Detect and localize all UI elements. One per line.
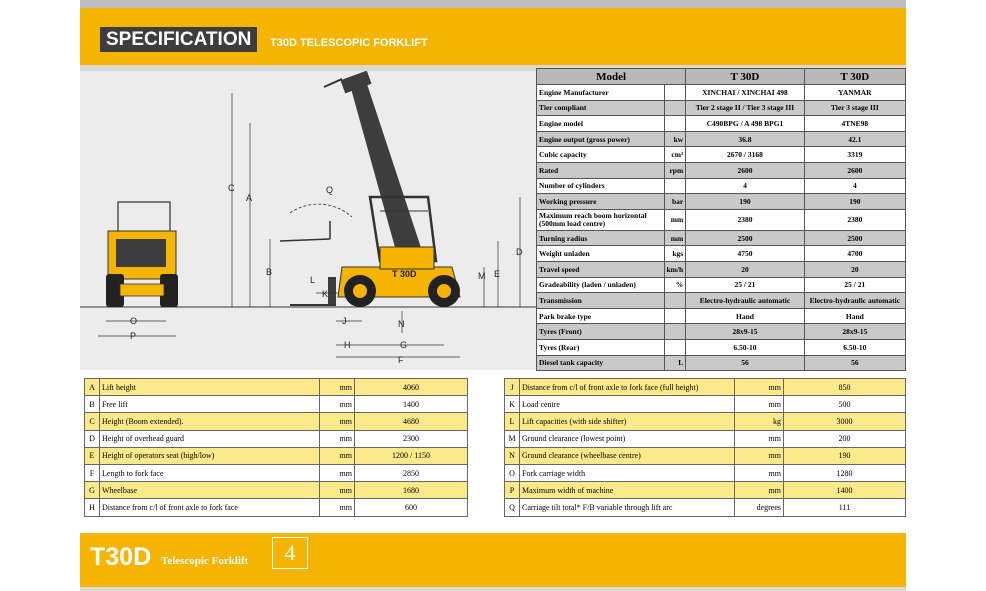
dim-name: Free lift <box>100 396 320 413</box>
value-2: Electro-hydraulic automatic <box>804 293 905 309</box>
param-unit <box>664 178 686 194</box>
page-subtitle: T30D TELESCOPIC FORKLIFT <box>270 37 428 49</box>
dim-unit: mm <box>320 430 355 447</box>
dim-unit: mm <box>320 447 355 464</box>
dim-letter-k: K <box>322 289 329 299</box>
technical-drawing <box>80 71 536 370</box>
top-strip <box>80 0 906 8</box>
dim-letter-l: L <box>310 275 316 285</box>
table-row <box>505 396 906 413</box>
table-row <box>85 482 468 499</box>
value-1: 36.8 <box>686 131 805 147</box>
value-1: 2600 <box>686 162 805 178</box>
dim-value: 1400 <box>784 482 906 499</box>
table-row <box>85 499 468 516</box>
dim-key: Q <box>505 499 520 516</box>
value-2: 25 / 21 <box>804 277 905 293</box>
bottom-strip <box>80 587 906 591</box>
dim-value: 4680 <box>355 413 468 430</box>
dim-unit: mm <box>735 447 784 464</box>
value-2: 42.1 <box>804 131 905 147</box>
dim-letter-q: Q <box>326 185 334 195</box>
table-row <box>537 324 906 340</box>
dim-unit: degrees <box>735 499 784 516</box>
value-2: Tier 3 stage III <box>804 100 905 116</box>
dim-key: H <box>85 499 100 516</box>
table-row <box>537 100 906 116</box>
dim-name: Distance from c/l of front axle to fork face (full height) <box>520 379 735 396</box>
param-name-line1: Maximum reach boom horizontal <box>539 210 647 220</box>
dim-name: Fork carriage width <box>520 464 735 481</box>
dim-letter-b: B <box>266 267 273 277</box>
param-unit: rpm <box>664 162 686 178</box>
param-name: Engine Manufacturer <box>537 85 665 101</box>
footer-band <box>80 533 906 587</box>
column-header: T 30D <box>804 69 905 85</box>
table-row <box>85 464 468 481</box>
dim-letter-c: C <box>228 183 235 193</box>
dim-name: Length to fork face <box>100 464 320 481</box>
table-row <box>85 447 468 464</box>
param-name: Rated <box>537 162 665 178</box>
table-row <box>537 277 906 293</box>
dim-name: Lift capacities (with side shifter) <box>520 413 735 430</box>
table-row <box>505 464 906 481</box>
dim-name: Lift height <box>100 379 320 396</box>
dim-unit: mm <box>735 464 784 481</box>
value-1: 190 <box>686 194 805 210</box>
value-1: XINCHAI / XINCHAI 498 <box>686 85 805 101</box>
dim-key: G <box>85 482 100 499</box>
value-1: 6.50-10 <box>686 339 805 355</box>
dim-value: 200 <box>784 430 906 447</box>
param-name: Diesel tank capacity <box>537 355 665 371</box>
dim-value: 3000 <box>784 413 906 430</box>
dim-name: Height of overhead guard <box>100 430 320 447</box>
value-2: 2380 <box>804 209 905 230</box>
value-2: 2500 <box>804 230 905 246</box>
dim-key: O <box>505 464 520 481</box>
param-unit: mm <box>664 230 686 246</box>
table-row <box>537 116 906 132</box>
dim-name: Maximum width of machine <box>520 482 735 499</box>
dimensions-table-left <box>84 378 468 517</box>
table-row <box>537 308 906 324</box>
param-unit: bar <box>664 194 686 210</box>
value-2: 3319 <box>804 147 905 163</box>
dim-value: 4060 <box>355 379 468 396</box>
dim-value: 2300 <box>355 430 468 447</box>
dim-letter-e: E <box>494 269 501 279</box>
dim-letter-d: D <box>516 247 523 257</box>
dim-key: A <box>85 379 100 396</box>
table-row <box>505 430 906 447</box>
dim-key: M <box>505 430 520 447</box>
param-unit: km/h <box>664 261 686 277</box>
param-name: Gradeability (laden / unladen) <box>537 277 665 293</box>
param-name-line2: (500mm load centre) <box>539 218 606 228</box>
dim-letter-f: F <box>398 355 404 365</box>
param-unit <box>664 85 686 101</box>
value-2: Hand <box>804 308 905 324</box>
dim-name: Height (Boom extended). <box>100 413 320 430</box>
dim-name: Load centre <box>520 396 735 413</box>
value-1: 56 <box>686 355 805 371</box>
dim-unit: mm <box>735 430 784 447</box>
param-name: Tyres (Rear) <box>537 339 665 355</box>
table-row <box>537 209 906 230</box>
value-2: 190 <box>804 194 905 210</box>
param-name: Travel speed <box>537 261 665 277</box>
value-2: 4700 <box>804 246 905 262</box>
value-1: 2500 <box>686 230 805 246</box>
dim-letter-a: A <box>246 193 253 203</box>
param-name: Engine model <box>537 116 665 132</box>
table-row <box>537 162 906 178</box>
dim-value: 600 <box>355 499 468 516</box>
footer-model: T30D <box>90 543 152 571</box>
header-band <box>80 8 906 65</box>
param-name: Tier compliant <box>537 100 665 116</box>
table-row <box>537 261 906 277</box>
dim-letter-j: J <box>342 316 347 326</box>
table-row <box>85 379 468 396</box>
dim-key: E <box>85 447 100 464</box>
dim-key: C <box>85 413 100 430</box>
param-unit <box>664 308 686 324</box>
value-1: 2380 <box>686 209 805 230</box>
param-unit: kgs <box>664 246 686 262</box>
dim-letter-n: N <box>398 319 405 329</box>
value-1: Hand <box>686 308 805 324</box>
dim-unit: mm <box>320 499 355 516</box>
page-title: SPECIFICATION <box>100 27 257 52</box>
dim-key: J <box>505 379 520 396</box>
dim-letter-h: H <box>344 340 351 350</box>
dim-name: Distance from c/l of front axle to fork face <box>100 499 320 516</box>
dim-letter-p: P <box>130 331 137 341</box>
value-1: 4 <box>686 178 805 194</box>
side-view <box>280 71 460 307</box>
value-1: Tier 2 stage II / Tier 3 stage III <box>686 100 805 116</box>
dimensions-table-right <box>504 378 906 517</box>
dim-value: 1400 <box>355 396 468 413</box>
param-name: Tyres (Front) <box>537 324 665 340</box>
model-spec-table <box>536 68 906 371</box>
dim-value: 111 <box>784 499 906 516</box>
param-name: Turning radius <box>537 230 665 246</box>
dim-key: N <box>505 447 520 464</box>
value-2: 56 <box>804 355 905 371</box>
table-row <box>85 430 468 447</box>
dim-name: Ground clearance (wheelbase centre) <box>520 447 735 464</box>
page-number: 4 <box>272 537 308 569</box>
table-row <box>537 230 906 246</box>
dim-name: Ground clearance (lowest point) <box>520 430 735 447</box>
value-2: 4TNE98 <box>804 116 905 132</box>
forklift-diagram <box>80 71 536 370</box>
column-header: T 30D <box>686 69 805 85</box>
dim-unit: kg <box>735 413 784 430</box>
dim-value: 500 <box>784 396 906 413</box>
param-name: Cubic capacity <box>537 147 665 163</box>
dim-name: Height of operators seat (high/low) <box>100 447 320 464</box>
param-name: Working pressure <box>537 194 665 210</box>
dim-unit: mm <box>320 464 355 481</box>
dim-unit: mm <box>320 379 355 396</box>
dim-letter-g: G <box>400 340 408 350</box>
dim-letter-m: M <box>478 271 486 281</box>
value-2: 4 <box>804 178 905 194</box>
value-1: 4750 <box>686 246 805 262</box>
dim-key: P <box>505 482 520 499</box>
value-2: 20 <box>804 261 905 277</box>
value-1: Electro-hydraulic automatic <box>686 293 805 309</box>
param-name: Weight unladen <box>537 246 665 262</box>
dim-unit: mm <box>735 379 784 396</box>
param-unit: cm³ <box>664 147 686 163</box>
dim-value: 1280 <box>784 464 906 481</box>
value-1: 28x9-15 <box>686 324 805 340</box>
table-row <box>537 131 906 147</box>
table-row <box>85 396 468 413</box>
param-name <box>537 209 665 230</box>
table-row <box>537 178 906 194</box>
spec-page <box>80 0 906 591</box>
param-unit <box>664 100 686 116</box>
dim-unit: mm <box>320 482 355 499</box>
dim-value: 850 <box>784 379 906 396</box>
table-row <box>537 147 906 163</box>
param-unit <box>664 116 686 132</box>
dim-unit: mm <box>735 396 784 413</box>
dim-key: D <box>85 430 100 447</box>
dim-letter-o: O <box>130 316 138 326</box>
dim-unit: mm <box>320 413 355 430</box>
footer-subtitle: Telescopic Forklift <box>161 555 249 567</box>
value-2: 6.50-10 <box>804 339 905 355</box>
dim-value: 1200 / 1150 <box>355 447 468 464</box>
param-unit: kw <box>664 131 686 147</box>
dim-key: F <box>85 464 100 481</box>
table-row <box>505 447 906 464</box>
dim-value: 1680 <box>355 482 468 499</box>
table-row <box>537 246 906 262</box>
param-unit: mm <box>664 209 686 230</box>
value-1: C490BPG / A 498 BPG1 <box>686 116 805 132</box>
table-row <box>505 413 906 430</box>
dim-key: B <box>85 396 100 413</box>
param-name: Transmission <box>537 293 665 309</box>
value-2: YANMAR <box>804 85 905 101</box>
param-unit: L <box>664 355 686 371</box>
table-row <box>85 413 468 430</box>
machine-label: T 30D <box>392 269 417 279</box>
table-row <box>537 85 906 101</box>
table-row <box>537 194 906 210</box>
dim-unit: mm <box>320 396 355 413</box>
value-1: 25 / 21 <box>686 277 805 293</box>
param-unit: % <box>664 277 686 293</box>
table-row <box>537 339 906 355</box>
value-1: 2670 / 3168 <box>686 147 805 163</box>
rear-view <box>106 202 178 307</box>
param-name: Number of cylinders <box>537 178 665 194</box>
param-unit <box>664 293 686 309</box>
dim-value: 2850 <box>355 464 468 481</box>
dim-name: Wheelbase <box>100 482 320 499</box>
value-2: 2600 <box>804 162 905 178</box>
table-row <box>537 293 906 309</box>
param-unit <box>664 324 686 340</box>
table-header-row <box>537 69 906 85</box>
param-name: Engine output (gross power) <box>537 131 665 147</box>
dim-key: K <box>505 396 520 413</box>
table-row <box>505 379 906 396</box>
table-row <box>505 482 906 499</box>
table-row <box>537 355 906 371</box>
param-unit <box>664 339 686 355</box>
dim-value: 190 <box>784 447 906 464</box>
dim-unit: mm <box>735 482 784 499</box>
param-name: Park brake type <box>537 308 665 324</box>
dim-key: L <box>505 413 520 430</box>
value-2: 28x9-15 <box>804 324 905 340</box>
value-1: 20 <box>686 261 805 277</box>
column-header: Model <box>537 69 686 85</box>
table-row <box>505 499 906 516</box>
dim-name: Carriage tilt total* F/B variable through lift arc <box>520 499 735 516</box>
